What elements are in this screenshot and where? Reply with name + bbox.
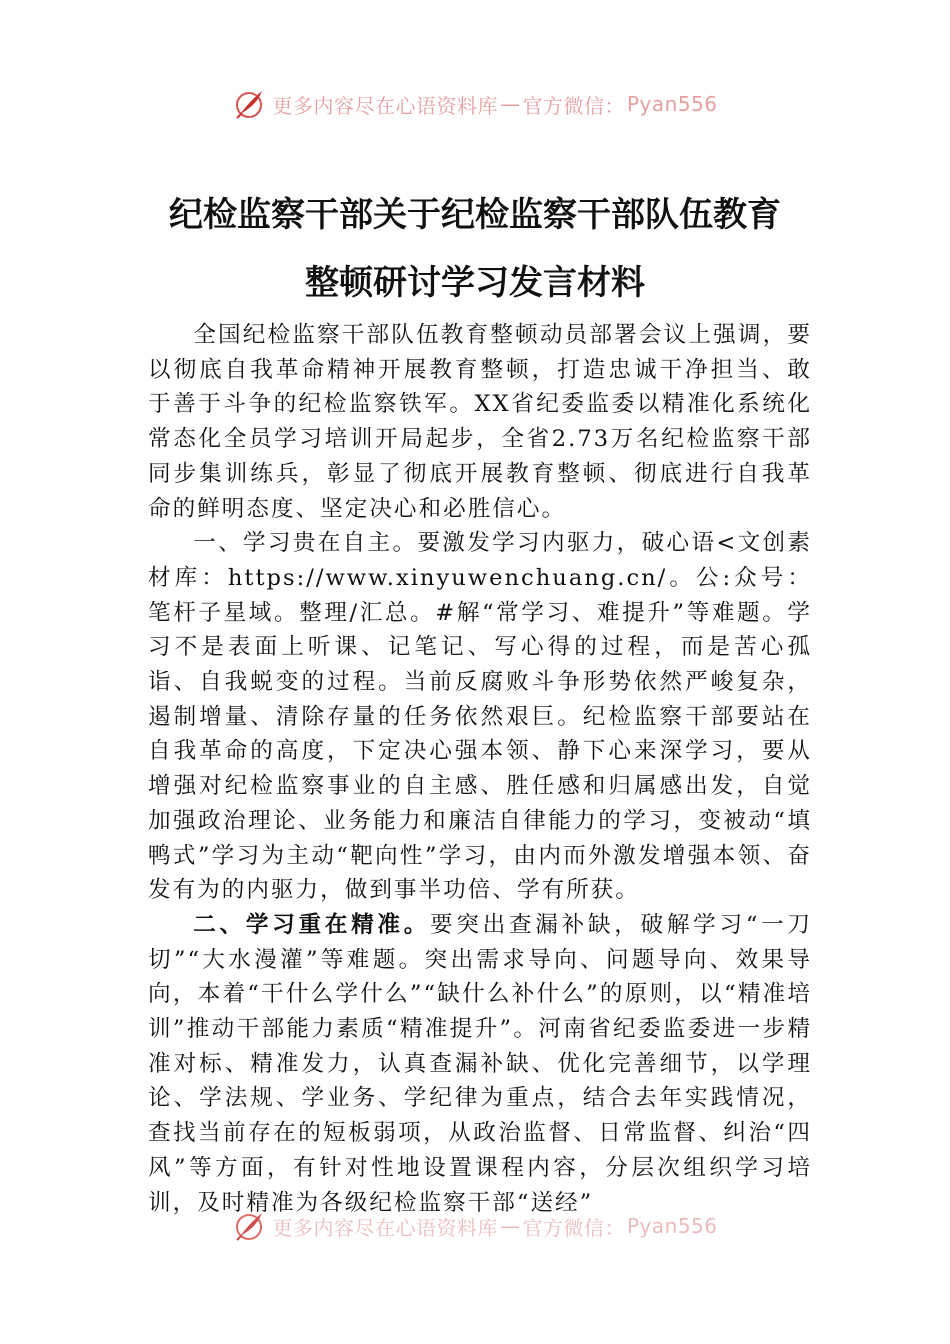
- section-heading: 二、学习重在精准。: [193, 911, 431, 938]
- watermark-site-text: 更多内容尽在心语资料库: [272, 1215, 498, 1240]
- watermark-site-text: 更多内容尽在心语资料库: [272, 93, 498, 118]
- watermark-banner-bottom: [0, 1204, 950, 1248]
- paragraph-text: 全国纪检监察干部队伍教育整顿动员部署会议上强调，要以彻底自我革命精神开展教育整顿，打造忠诚干净担当、敢于善于斗争的纪检监察铁军。XX省纪委监委以精准化系统化常态化全员学习培训开局起步，全省2.73万名纪检监察干部同步集训练兵，彰显了彻底开展教育整顿、彻底进行自我革命的鲜明态度、坚定决心和必胜信心。: [148, 322, 812, 522]
- watermark-banner-top: [0, 82, 950, 126]
- watermark-wechat-label: 官方微信：: [522, 93, 625, 118]
- paragraph-intro: [148, 318, 812, 526]
- document-body: [148, 318, 812, 1220]
- watermark-wechat-label: 官方微信：: [522, 1215, 625, 1240]
- paragraph-text: 要突出查漏补缺，破解学习“一刀切”“大水漫灌”等难题。突出需求导向、问题导向、效果导向，本着“干什么学什么”“缺什么补什么”的原则，以“精准培训”推动干部能力素质“精准提升”。河南省纪委监委进一步精准对标、精准发力，认真查漏补缺、优化完善细节，以学理论、学法规、学业务、学纪律为重点，结合去年实践情况，查找当前存在的短板弱项，从政治监督、日常监督、纠治“四风”等方面，有针对性地设置课程内容，分层次组织学习培训，及时精准为各级纪检监察干部“送经”: [148, 911, 812, 1216]
- watermark-separator: —: [499, 1214, 521, 1238]
- paragraph-section-2: [148, 908, 812, 1220]
- watermark-wechat-id: Pyan556: [626, 1214, 718, 1238]
- document-title-line2: 整顿研讨学习发言材料: [305, 263, 645, 303]
- paragraph-text: 一、学习贵在自主。要激发学习内驱力，破心语<文创素材库：https://www.xinyuwenchuang.cn/。公:众号：笔杆子星域。整理/汇总。#解“常学习、难提升”等难题。学习不是表面上听课、记笔记、写心得的过程，而是苦心孤诣、自我蜕变的过程。当前反腐败斗争形势依然严峻复杂，遏制增量、清除存量的任务依然艰巨。纪检监察干部要站在自我革命的高度，下定决心强本领、静下心来深学习，要从增强对纪检监察事业的自主感、胜任感和归属感出发，自觉加强政治理论、业务能力和廉洁自律能力的学习，变被动“填鸭式”学习为主动“靶向性”学习，由内而外激发增强本领、奋发有为的内驱力，做到事半功倍、学有所获。: [148, 530, 812, 904]
- document-title-line1: 纪检监察干部关于纪检监察干部队伍教育: [169, 195, 781, 235]
- watermark-separator: —: [499, 92, 521, 116]
- quill-pen-logo-icon: [232, 87, 266, 121]
- quill-pen-logo-icon: [232, 1209, 266, 1243]
- paragraph-section-1: [148, 526, 812, 908]
- watermark-wechat-id: Pyan556: [626, 92, 718, 116]
